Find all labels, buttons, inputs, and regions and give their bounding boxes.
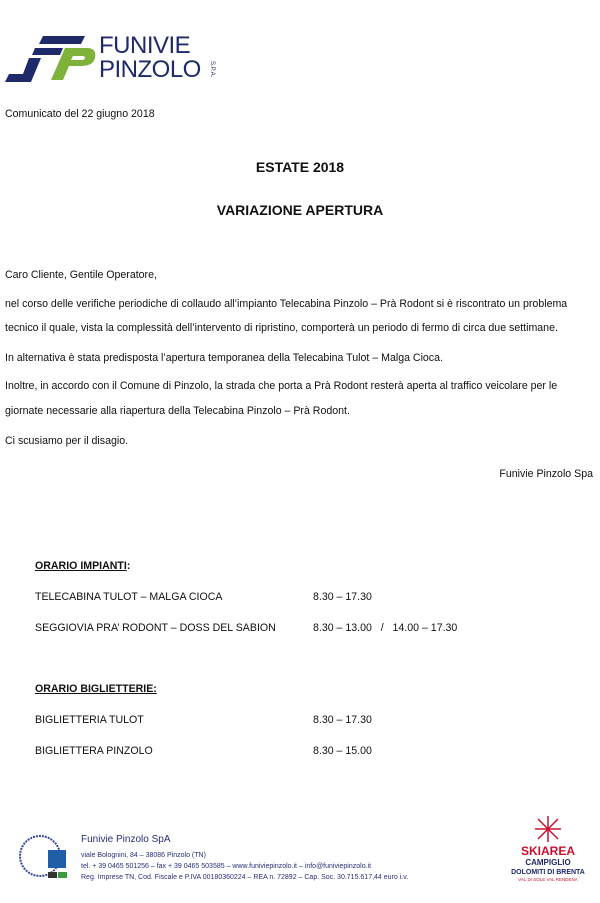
- lift-hours: 8.30 – 13.00 / 14.00 – 17.30: [313, 622, 458, 634]
- paragraph-3-line-1: Inoltre, in accordo con il Comune di Pinzolo, la strada che porta a Prà Rodont resterà aperta al traffico veicolare per le: [5, 380, 558, 392]
- date-line: Comunicato del 22 giugno 2018: [5, 108, 155, 120]
- paragraph-2: In alternativa è stata predisposta l’apertura temporanea della Telecabina Tulot – Malga Cioca.: [5, 352, 443, 364]
- certification-seal-icon: [18, 832, 70, 884]
- skiarea-star-icon: [533, 814, 563, 844]
- skiarea-logo: [500, 814, 596, 894]
- lift-name: SEGGIOVIA PRA’ RODONT – DOSS DEL SABION: [35, 622, 276, 634]
- ticket-office-hours: 8.30 – 17.30: [313, 714, 372, 726]
- paragraph-4: Ci scusiamo per il disagio.: [5, 435, 129, 447]
- lift-hours: 8.30 – 17.30: [313, 591, 372, 603]
- footer-contacts: tel. + 39 0465 501256 – fax + 39 0465 503585 – www.funiviepinzolo.it – info@funiviepinzolo.it: [81, 863, 372, 870]
- skiarea-line3: DOLOMITI DI BRENTA: [511, 869, 585, 876]
- logo-line1: FUNIVIE: [99, 32, 191, 59]
- tickets-heading: ORARIO BIGLIETTERIE:: [35, 683, 157, 695]
- footer-address: viale Bolognini, 84 – 38086 Pinzolo (TN): [81, 852, 206, 859]
- lifts-heading-colon: :: [126, 560, 131, 572]
- paragraph-1-line-2: tecnico il quale, vista la complessità dell’intervento di ripristino, comporterà un periodo di fermo di circa due settimane.: [5, 322, 558, 334]
- page-subtitle: VARIAZIONE APERTURA: [216, 202, 384, 218]
- skiarea-line1: SKIAREA: [520, 844, 575, 858]
- paragraph-3-line-2: giornate necessarie alla riapertura della Telecabina Pinzolo – Prà Rodont.: [5, 405, 350, 417]
- page-title: ESTATE 2018: [255, 159, 345, 175]
- logo-mark-icon: [5, 34, 97, 84]
- ticket-office-name: BIGLIETTERA PINZOLO: [35, 745, 153, 757]
- paragraph-1-line-1: nel corso delle verifiche periodiche di collaudo all’impianto Telecabina Pinzolo – Prà Rodont si è riscontrato un problema: [5, 298, 568, 310]
- lifts-heading: [35, 560, 130, 572]
- logo-spa: S.P.A.: [209, 61, 215, 78]
- skiarea-line4: VAL DI SOLE VAL RENDENA: [518, 877, 578, 882]
- footer-registry: Reg. Imprese TN, Cod. Fiscale e P.IVA 00180360224 – REA n. 72892 – Cap. Soc. 30.715.617,44 euro i.v.: [81, 874, 409, 881]
- ticket-office-hours: 8.30 – 15.00: [313, 745, 372, 757]
- ticket-office-name: BIGLIETTERIA TULOT: [35, 714, 144, 726]
- skiarea-line2: CAMPIGLIO: [525, 858, 571, 867]
- logo-line2: PINZOLO: [99, 56, 201, 83]
- signature: Funivie Pinzolo Spa: [499, 468, 593, 480]
- greeting: Caro Cliente, Gentile Operatore,: [5, 269, 157, 281]
- footer-company: Funivie Pinzolo SpA: [81, 834, 171, 845]
- company-logo: [5, 34, 220, 84]
- lift-name: TELECABINA TULOT – MALGA CIOCA: [35, 591, 223, 603]
- lifts-heading-text: ORARIO IMPIANTI: [35, 560, 127, 572]
